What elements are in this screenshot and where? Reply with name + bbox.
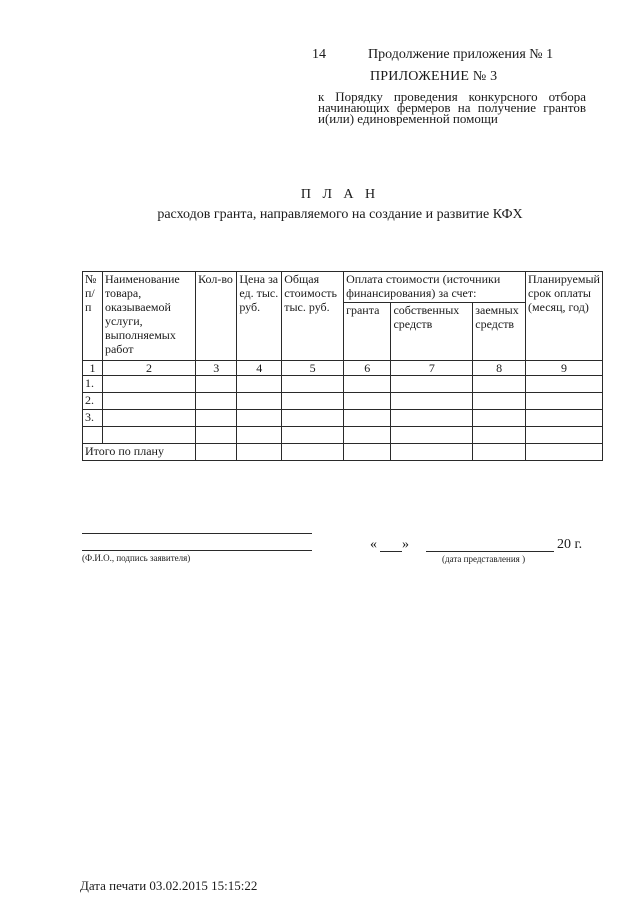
empty-cell	[473, 444, 526, 461]
empty-cell	[344, 393, 391, 410]
empty-cell	[196, 427, 237, 444]
empty-cell	[391, 376, 473, 393]
table-row	[83, 393, 603, 410]
header-grant: гранта	[344, 303, 391, 361]
page-number: 14	[312, 47, 326, 62]
empty-cell	[196, 376, 237, 393]
empty-cell	[344, 410, 391, 427]
col-number: 6	[344, 361, 391, 376]
row-number	[83, 427, 103, 444]
empty-cell	[237, 393, 282, 410]
header-loan: заемных средств	[473, 303, 526, 361]
date-caption: (дата представления )	[442, 554, 526, 564]
plan-title: П Л А Н	[300, 187, 380, 202]
table-row	[83, 376, 603, 393]
total-row	[83, 444, 603, 461]
empty-cell	[526, 410, 603, 427]
empty-cell	[526, 427, 603, 444]
empty-cell	[102, 393, 195, 410]
empty-cell	[282, 393, 344, 410]
empty-cell	[282, 376, 344, 393]
empty-cell	[102, 427, 195, 444]
empty-cell	[237, 376, 282, 393]
appendix-description: к Порядку проведения конкурсного отбора начинающих фермеров на получение грантов и(или) единовременной помощи	[318, 89, 586, 126]
expense-plan-table	[82, 271, 603, 461]
header-own: собственных средств	[391, 303, 473, 361]
empty-cell	[282, 427, 344, 444]
header-num: № п/п	[83, 272, 103, 361]
empty-cell	[102, 376, 195, 393]
header-term: Планируемый срок оплаты (месяц, год)	[526, 272, 603, 361]
empty-cell	[473, 393, 526, 410]
empty-cell	[526, 444, 603, 461]
empty-cell	[473, 410, 526, 427]
print-date: Дата печати 03.02.2015 15:15:22	[80, 878, 258, 893]
appendix-title: ПРИЛОЖЕНИЕ № 3	[370, 69, 498, 84]
col-number: 8	[473, 361, 526, 376]
row-number: 2.	[83, 393, 103, 410]
empty-cell	[237, 444, 282, 461]
empty-cell	[196, 410, 237, 427]
empty-cell	[473, 376, 526, 393]
date-quote-close: »	[402, 537, 409, 552]
row-number: 1.	[83, 376, 103, 393]
header-payment: Оплата стоимости (источники финансирования) за счет:	[344, 272, 526, 303]
day-blank-line	[380, 551, 402, 552]
empty-cell	[102, 410, 195, 427]
empty-cell	[282, 410, 344, 427]
empty-cell	[344, 444, 391, 461]
signature-line-upper	[82, 533, 312, 534]
empty-cell	[196, 444, 237, 461]
empty-cell	[237, 427, 282, 444]
col-number: 9	[526, 361, 603, 376]
col-number: 7	[391, 361, 473, 376]
date-quote-open: «	[370, 537, 377, 552]
col-number: 2	[102, 361, 195, 376]
col-number: 5	[282, 361, 344, 376]
signature-caption: (Ф.И.О., подпись заявителя)	[82, 553, 191, 563]
empty-cell	[391, 444, 473, 461]
col-number: 4	[237, 361, 282, 376]
empty-cell	[391, 427, 473, 444]
column-number-row	[83, 361, 603, 376]
month-blank-line	[426, 551, 554, 552]
row-number: 3.	[83, 410, 103, 427]
plan-subtitle: расходов гранта, направляемого на создание и развитие КФХ	[157, 207, 523, 222]
table-row	[83, 410, 603, 427]
header-row-1	[83, 272, 603, 303]
empty-cell	[473, 427, 526, 444]
empty-cell	[196, 393, 237, 410]
continuation-label: Продолжение приложения № 1	[368, 47, 554, 62]
header-price: Цена за ед. тыс. руб.	[237, 272, 282, 361]
signature-line-lower	[82, 550, 312, 551]
empty-cell	[526, 376, 603, 393]
header-name: Наименование товара, оказываемой услуги, выполняемых работ	[102, 272, 195, 361]
empty-cell	[391, 393, 473, 410]
empty-cell	[526, 393, 603, 410]
empty-cell	[344, 427, 391, 444]
col-number: 3	[196, 361, 237, 376]
empty-cell	[344, 376, 391, 393]
col-number: 1	[83, 361, 103, 376]
header-total: Общая стоимость тыс. руб.	[282, 272, 344, 361]
empty-cell	[282, 444, 344, 461]
table-row	[83, 427, 603, 444]
header-qty: Кол-во	[196, 272, 237, 361]
empty-cell	[237, 410, 282, 427]
empty-cell	[391, 410, 473, 427]
year-suffix: 20 г.	[557, 537, 583, 552]
total-label: Итого по плану	[83, 444, 196, 461]
